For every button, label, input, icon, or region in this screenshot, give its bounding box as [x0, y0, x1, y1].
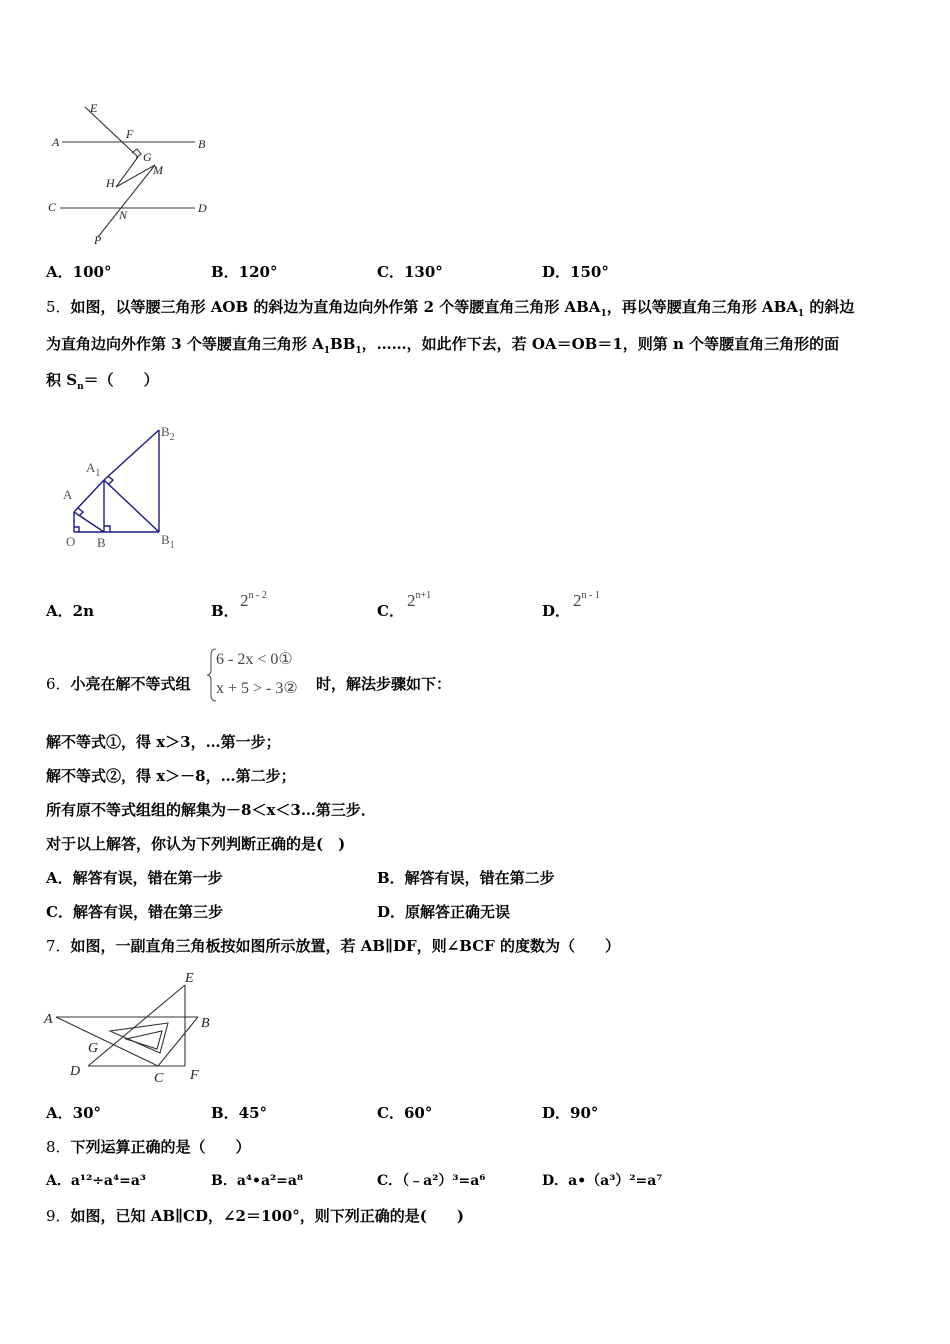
label-m: M	[153, 163, 163, 177]
q6-option-d[interactable]: D．原解答正确无误	[377, 903, 511, 921]
q8-number: 8．	[46, 1138, 71, 1156]
q8-option-d[interactable]: D．a•（a³）²=a⁷	[542, 1173, 663, 1189]
q4-figure	[40, 95, 230, 255]
q7-option-a[interactable]: A．30°	[46, 1104, 102, 1122]
q7-figure	[40, 965, 230, 1090]
inner-triangle-outer	[110, 1023, 168, 1053]
label-c: C	[48, 200, 57, 214]
q5-line2: 为直角边向外作第 3 个等腰直角三角形 $A_1BB_1$，……，如此作下去，若 OA＝OB＝1，则第 n 个等腰直角三角形的面	[46, 335, 840, 356]
q5-figure	[55, 420, 195, 555]
right-angle-b	[104, 526, 110, 532]
q7-option-d[interactable]: D．90°	[542, 1104, 599, 1122]
q6-step3: 所有原不等式组组的解集为－8＜x＜3…第三步．	[46, 801, 376, 819]
q8-option-a[interactable]: A．a¹²÷a⁴=a³	[46, 1173, 147, 1189]
label-e: E	[90, 101, 98, 115]
line-gh	[116, 157, 138, 187]
label-p: P	[94, 233, 102, 247]
line-hm	[116, 165, 155, 187]
q8-option-c[interactable]: C．（﹣a²）³=a⁶	[377, 1173, 486, 1189]
q4-option-c[interactable]: C．130°	[377, 263, 443, 281]
q9-number: 9．	[46, 1207, 71, 1225]
label-b1: $B_1$	[161, 532, 175, 551]
seg-bc	[158, 1017, 198, 1066]
label-b2: $B_2$	[161, 424, 175, 443]
q6-option-a[interactable]: A．解答有误，错在第一步	[46, 869, 223, 887]
q5-option-c[interactable]: C．	[377, 602, 404, 620]
q6-step2: 解不等式②，得 x＞－8，…第二步；	[46, 767, 296, 785]
label-a: A	[52, 135, 60, 149]
q5-line3: 积 $S_n=$（ ）	[46, 371, 159, 392]
q7-stem: 7．如图，一副直角三角板按如图所示放置，若 AB∥DF，则∠BCF 的度数为（ ）	[46, 937, 621, 955]
label-f: F	[190, 1068, 199, 1083]
seg-a1b2	[104, 430, 159, 480]
q6-system-line1: 6 - 2x < 0①	[216, 651, 293, 668]
label-c: C	[154, 1071, 164, 1086]
q4-option-d[interactable]: D．150°	[542, 263, 609, 281]
label-f: F	[126, 127, 134, 141]
right-angle-o	[74, 527, 79, 532]
q6-ask: 对于以上解答，你认为下列判断正确的是( )	[46, 835, 346, 853]
q7-number: 7．	[46, 937, 71, 955]
q5-option-d[interactable]: D．	[542, 602, 571, 620]
label-a: A	[63, 487, 73, 502]
label-h: H	[106, 176, 115, 190]
q4-option-b[interactable]: B．120°	[211, 263, 278, 281]
q5-option-b[interactable]: B．	[211, 602, 239, 620]
q6-option-c[interactable]: C．解答有误，错在第三步	[46, 903, 223, 921]
label-d: D	[198, 201, 207, 215]
q5-number: 5．	[46, 298, 71, 316]
label-g: G	[88, 1041, 99, 1056]
label-d: D	[70, 1064, 81, 1079]
q5-option-d-expr: 2$^{n - 1}$	[573, 590, 600, 610]
label-b: B	[97, 535, 106, 550]
q8-option-b[interactable]: B．a⁴•a²=a⁸	[211, 1173, 304, 1189]
q5-option-a[interactable]: A．2n	[46, 602, 94, 620]
q6-system-line2: x + 5 > - 3②	[216, 680, 298, 697]
label-o: O	[66, 534, 76, 549]
seg-a1b1	[104, 480, 159, 532]
label-e: E	[185, 971, 194, 986]
q6-stem-a: 6．小亮在解不等式组	[46, 675, 191, 693]
label-b: B	[201, 1016, 210, 1031]
q7-option-c[interactable]: C．60°	[377, 1104, 433, 1122]
seg-ac	[56, 1017, 158, 1066]
label-a1: $A_1$	[86, 460, 101, 479]
q6-step1: 解不等式①，得 x＞3，…第一步；	[46, 733, 281, 751]
q6-option-b[interactable]: B．解答有误，错在第二步	[377, 869, 555, 887]
label-a: A	[44, 1012, 53, 1027]
label-g: G	[143, 150, 152, 164]
right-angle-a1	[108, 476, 113, 484]
label-b: B	[198, 137, 206, 151]
q9-stem: 9．如图，已知 AB∥CD，∠2＝100°，则下列正确的是( )	[46, 1207, 464, 1225]
q4-option-a[interactable]: A．100°	[46, 263, 112, 281]
q7-option-b[interactable]: B．45°	[211, 1104, 268, 1122]
q8-stem: 8．下列运算正确的是（ ）	[46, 1138, 251, 1156]
q5-option-b-expr: 2$^{n - 2}$	[240, 590, 267, 610]
q5-line1: 5．如图，以等腰三角形 AOB 的斜边为直角边向外作第 2 个等腰直角三角形 $ABA_1$，再以等腰直角三角形 $ABA_1$ 的斜边	[46, 298, 855, 319]
label-n: N	[119, 208, 128, 222]
right-angle-mark	[132, 149, 141, 158]
q6-stem-b: 时，解法步骤如下：	[316, 675, 452, 693]
seg-de	[88, 985, 185, 1066]
q5-option-c-expr: $2^{n+1}$	[407, 590, 432, 610]
seg-a-a1	[74, 480, 104, 512]
q6-number: 6．	[46, 675, 71, 693]
